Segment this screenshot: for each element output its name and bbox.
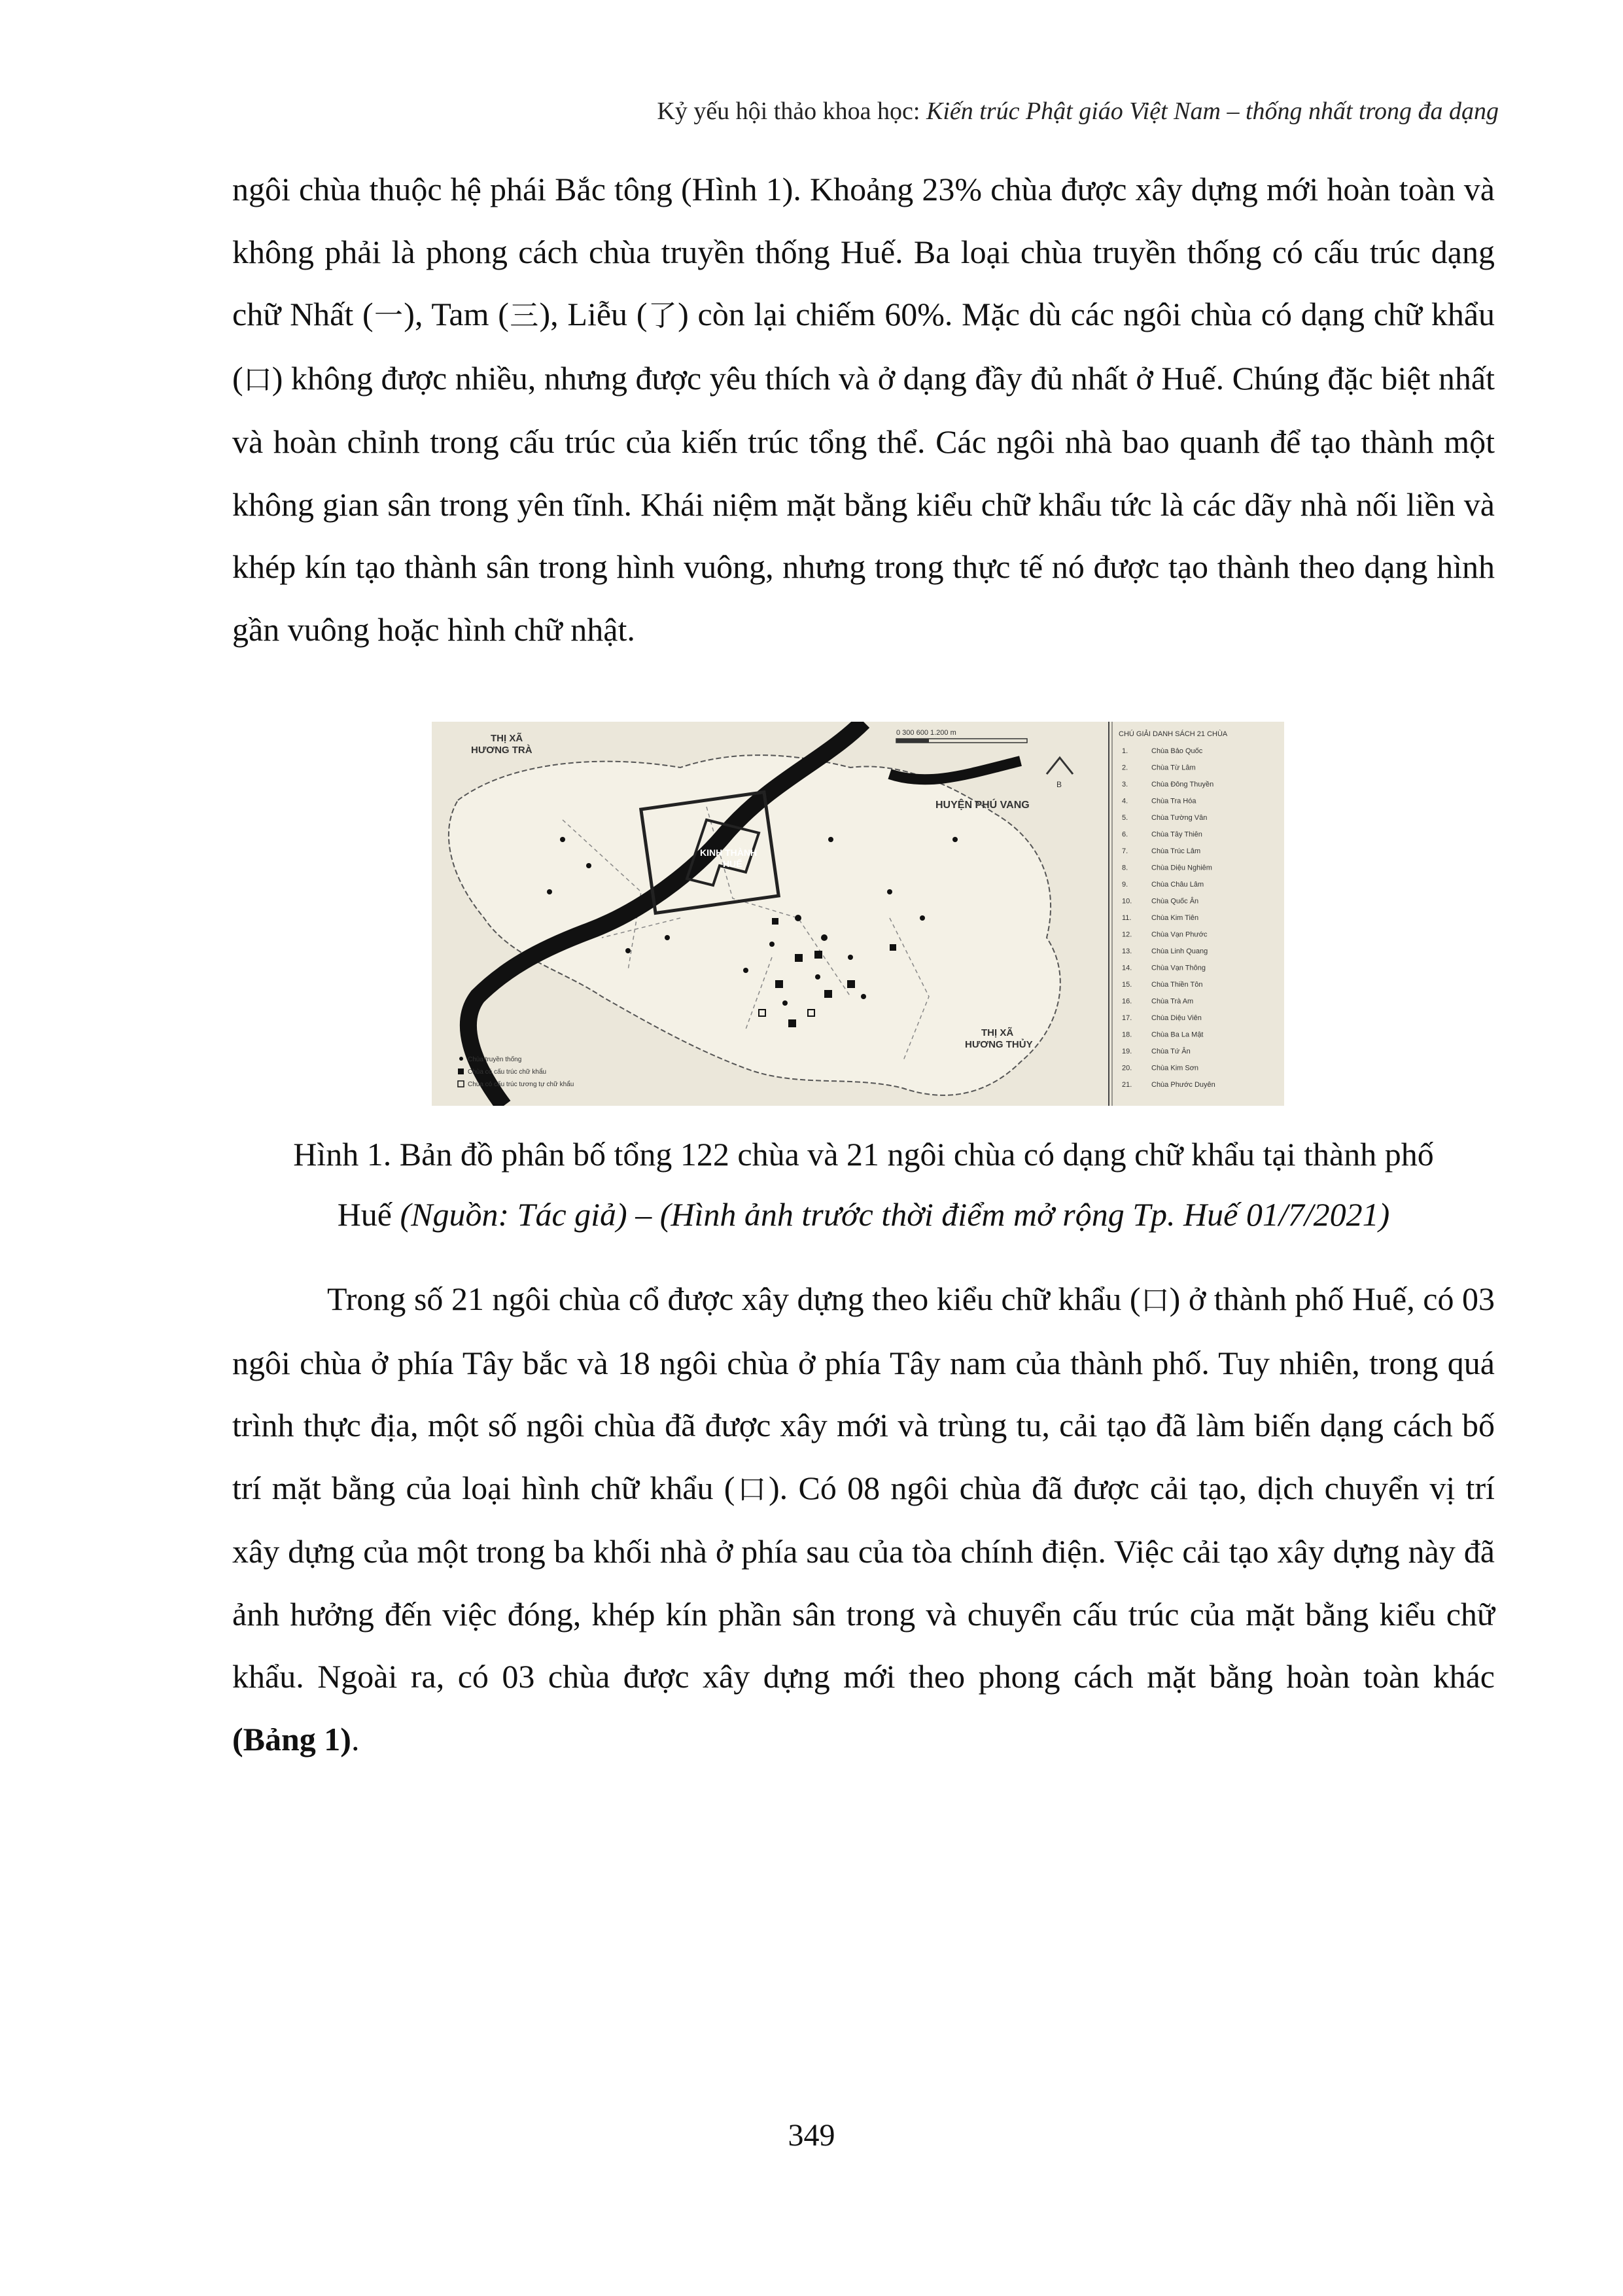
glyph-lieu: 了: [647, 299, 678, 332]
temple-list-item: Chùa Vạn Thông: [1151, 964, 1206, 972]
caption-line2-normal: Huế: [337, 1196, 400, 1233]
para1-text-2: ), Tam (: [404, 296, 509, 332]
svg-text:HUẾ: HUẾ: [723, 858, 742, 869]
temple-list-number: 16.: [1122, 997, 1132, 1006]
temple-list-number: 8.: [1122, 864, 1128, 872]
svg-text:Chùa truyền thống: Chùa truyền thống: [468, 1056, 522, 1063]
temple-list-number: 14.: [1122, 964, 1132, 972]
svg-text:Chùa có cấu trúc tương tự chữ: Chùa có cấu trúc tương tự chữ khẩu: [468, 1081, 574, 1088]
para1-text-5: ) không được nhiều, nhưng được yêu thích và ở dạng đầy đủ nhất ở Huế. Chúng đặc biệt nhất và hoàn chỉnh trong cấu trúc của kiến trúc tổng thể. Các ngôi nhà bao quanh để tạo thành một không gian sân trong yên tĩnh. Khái niệm mặt bằng kiểu chữ khẩu tức là các dãy nhà nối liền và khép kín tạo thành sân trong hình vuông, nhưng trong thực tế nó được tạo thành theo dạng hình gần vuông hoặc hình chữ nhật.: [232, 359, 1495, 648]
temple-list-number: 18.: [1122, 1031, 1132, 1039]
para2-text-3: ). Có 08 ngôi chùa đã được cải tạo, dịch chuyển vị trí xây dựng của một trong ba khối nhà ở phía sau của tòa chính điện. Việc cải tạo xây dựng này đã ảnh hưởng đến việc đóng, khép kín phần sân trong và chuyển cấu trúc của mặt bằng kiểu chữ khẩu. Ngoài ra, có 03 chùa được xây dựng mới theo phong cách mặt bằng hoàn toàn khác: [232, 1469, 1495, 1695]
temple-list-number: 7.: [1122, 847, 1128, 855]
temple-list-item: Chùa Đông Thuyền: [1151, 781, 1214, 788]
temple-list-item: Chùa Quốc Ân: [1151, 897, 1199, 906]
label-huong-tra: THỊ XÃ: [491, 733, 523, 744]
svg-text:Chùa có cấu trúc chữ khẩu: Chùa có cấu trúc chữ khẩu: [468, 1069, 547, 1076]
svg-text:B: B: [1056, 780, 1062, 789]
svg-text:HƯƠNG THỦY: HƯƠNG THỦY: [965, 1039, 1033, 1050]
legend-title: CHÚ GIẢI DANH SÁCH 21 CHÙA: [1119, 730, 1228, 738]
paragraph-1: [232, 158, 1495, 661]
glyph-tam: 三: [508, 299, 540, 332]
temple-list-number: 5.: [1122, 814, 1128, 822]
temple-list-number: 21.: [1122, 1081, 1132, 1089]
temple-list-item: Chùa Tường Vân: [1151, 814, 1208, 822]
header-prefix: Kỷ yếu hội thảo khoa học:: [657, 97, 926, 125]
temple-list-number: 20.: [1122, 1064, 1132, 1072]
caption-line-1: Hình 1. Bản đồ phân bố tổng 122 chùa và 21 ngôi chùa có dạng chữ khẩu tại thành phố: [293, 1136, 1434, 1173]
temple-list-item: Chùa Diệu Viên: [1151, 1014, 1202, 1022]
temple-list-number: 1.: [1122, 747, 1128, 755]
glyph-khau: 口: [243, 362, 272, 397]
table-reference: (Bảng 1): [232, 1720, 351, 1757]
label-huong-thuy: THỊ XÃ: [981, 1027, 1014, 1038]
temple-list-item: Chùa Thiền Tôn: [1151, 981, 1203, 989]
para2-text-2: ) ở thành phố Huế, có 03 ngôi chùa ở phía Tây bắc và 18 ngôi chùa ở phía Tây nam của thành phố. Tuy nhiên, trong quá trình thực địa, một số ngôi chùa đã được xây mới và trùng tu, cải tạo đã làm biến dạng cách bố trí mặt bằng của loại hình chữ khẩu (: [232, 1280, 1495, 1506]
scale-label: 0 300 600 1.200 m: [896, 729, 956, 737]
temple-distribution-map: [432, 722, 1284, 1106]
temple-list-item: Chùa Linh Quang: [1151, 947, 1208, 955]
temple-list-item: Chùa Diệu Nghiêm: [1151, 864, 1212, 872]
temple-list-number: 10.: [1122, 897, 1132, 906]
temple-list-item: Chùa Phước Duyên: [1151, 1081, 1215, 1089]
caption-line2-italic: (Nguồn: Tác giả) – (Hình ảnh trước thời điểm mở rộng Tp. Huế 01/7/2021): [400, 1196, 1390, 1233]
temple-list-item: Chùa Vạn Phước: [1151, 930, 1208, 939]
para1-text-3: ), Liễu (: [539, 296, 648, 332]
temple-list-number: 4.: [1122, 797, 1128, 805]
temple-list-item: Chùa Trúc Lâm: [1151, 847, 1201, 855]
para1-text-1: ngôi chùa thuộc hệ phái Bắc tông (Hình 1). Khoảng 23% chùa được xây dựng mới hoàn toàn và không phải là phong cách chùa truyền thống Huế. Ba loại chùa truyền thống có cấu trúc dạng chữ Nhất (: [232, 171, 1495, 332]
page-number: 349: [788, 2118, 835, 2153]
temple-list-number: 3.: [1122, 781, 1128, 788]
temple-list-item: Chùa Ba La Mật: [1151, 1031, 1204, 1039]
label-kinh-thanh: KINH THÀNH: [700, 847, 758, 858]
temple-list-item: Chùa Bảo Quốc: [1151, 747, 1203, 755]
temple-list-number: 9.: [1122, 881, 1128, 889]
header-title: Kiến trúc Phật giáo Việt Nam – thống nhất trong đa dạng: [926, 97, 1499, 125]
paragraph-2: [232, 1268, 1495, 1771]
figure-caption: [232, 1124, 1495, 1245]
temple-list-number: 13.: [1122, 947, 1132, 955]
temple-list-number: 12.: [1122, 930, 1132, 939]
temple-list-item: Chùa Tứ Ân: [1151, 1048, 1191, 1055]
temple-list-item: Chùa Trà Am: [1151, 997, 1194, 1006]
label-phu-vang: HUYỆN PHÚ VANG: [935, 800, 1030, 811]
glyph-nhat: 一: [373, 299, 404, 332]
caption-line-2: [232, 1184, 1495, 1245]
running-header: [657, 97, 1499, 126]
temple-list-item: Chùa Kim Tiên: [1151, 914, 1199, 922]
para2-text-4: .: [351, 1720, 360, 1757]
svg-text:HƯƠNG TRÀ: HƯƠNG TRÀ: [471, 745, 532, 756]
temple-list-number: 11.: [1122, 914, 1132, 922]
temple-list-number: 6.: [1122, 830, 1128, 839]
temple-list-number: 15.: [1122, 981, 1132, 989]
temple-list-item: Chùa Từ Lâm: [1151, 764, 1196, 772]
temple-list-number: 17.: [1122, 1014, 1132, 1022]
glyph-khau-2: 口: [735, 1472, 769, 1506]
glyph-khau-1: 口: [1140, 1284, 1170, 1317]
temple-list-item: Chùa Tây Thiên: [1151, 830, 1202, 839]
temple-list-item: Chùa Châu Lâm: [1151, 881, 1204, 889]
temple-list-number: 2.: [1122, 764, 1128, 772]
temple-list-item: Chùa Kim Sơn: [1151, 1064, 1199, 1072]
para1-text-4: ) còn lại chiếm 60%. Mặc dù các ngôi chùa có dạng chữ khẩu (: [232, 296, 1495, 397]
temple-list-number: 19.: [1122, 1048, 1132, 1055]
temple-list-item: Chùa Tra Hóa: [1151, 797, 1196, 805]
para2-text-1: Trong số 21 ngôi chùa cổ được xây dựng theo kiểu chữ khẩu (: [327, 1280, 1141, 1317]
